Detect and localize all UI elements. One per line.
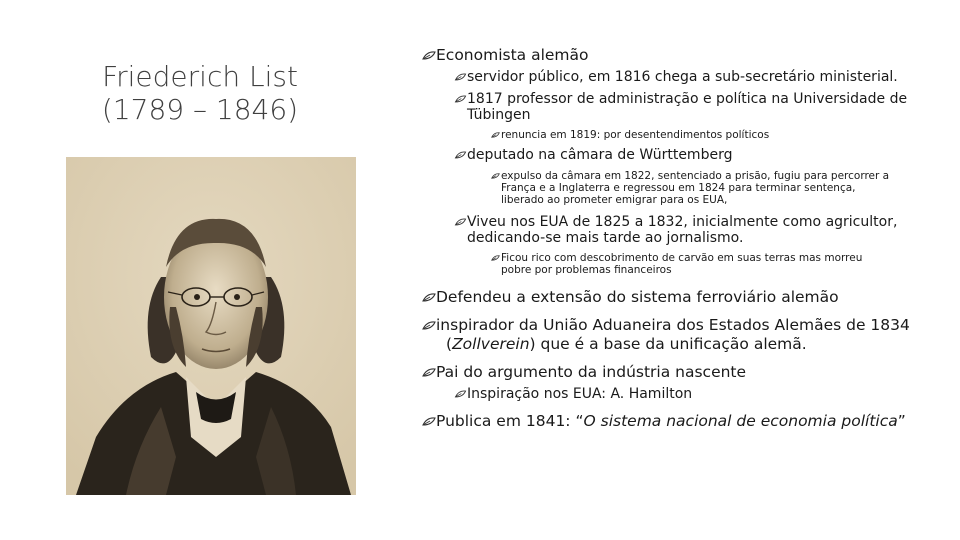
bullet-line [436, 412, 906, 431]
bullet-rich-coal [490, 252, 862, 276]
bullet-professor [454, 91, 907, 123]
leaf-icon [490, 170, 501, 182]
title-name: Friederich List [102, 60, 298, 93]
leaf-icon [422, 46, 436, 65]
bullet-publication [422, 412, 906, 431]
leaf-icon [422, 363, 436, 382]
bullet-zollverein [422, 316, 910, 354]
bullet-deputy [454, 147, 732, 163]
pub-suffix: ” [897, 412, 906, 430]
bullet-text: Pai do argumento da indústria nascente [436, 363, 747, 381]
bullet-line: inspirador da União Aduaneira dos Estados Alemães de 1834 [436, 316, 910, 334]
title-dates: (1789 – 1846) [101, 93, 299, 126]
bullet-line: dedicando-se mais tarde ao jornalismo. [467, 230, 744, 246]
leaf-icon [454, 69, 467, 85]
bullet-line: Viveu nos EUA de 1825 a 1832, inicialmente como agricultor, [467, 214, 898, 230]
leaf-icon [454, 91, 467, 107]
leaf-icon [454, 214, 467, 230]
leaf-icon [422, 316, 436, 335]
bullet-line: liberado ao prometer emigrar para os EUA, [501, 194, 728, 206]
leaf-icon [490, 129, 501, 141]
bullet-hamilton [454, 386, 692, 402]
bullet-text [436, 316, 910, 354]
book-title: O sistema nacional de economia política [583, 412, 898, 430]
bullet-text [501, 252, 862, 276]
bullet-text: Defendeu a extensão do sistema ferroviário alemão [436, 288, 839, 306]
paren-open: ( [446, 335, 453, 353]
bullet-text: renuncia em 1819: por desentendimentos políticos [501, 129, 770, 141]
bullet-text [467, 91, 907, 123]
leaf-icon [422, 288, 436, 307]
bullet-expelled [490, 170, 889, 206]
bullet-line [436, 335, 910, 354]
bullet-railway [422, 288, 839, 307]
bullet-text [501, 170, 889, 206]
bullet-infant-industry [422, 363, 746, 382]
bullet-text: deputado na câmara de Württemberg [467, 147, 733, 163]
bullet-economist [422, 46, 589, 65]
leaf-icon [454, 147, 467, 163]
bullet-text: Economista alemão [436, 46, 589, 64]
zollverein-term: Zollverein [452, 335, 530, 353]
bullet-line: Ficou rico com descobrimento de carvão em suas terras mas morreu [501, 252, 863, 264]
bullet-line: Tübingen [467, 107, 531, 123]
bullet-line: expulso da câmara em 1822, sentenciado a prisão, fugiu para percorrer a [501, 170, 890, 182]
bullet-lived-usa [454, 214, 897, 246]
leaf-icon [490, 252, 501, 264]
bullet-text: servidor público, em 1816 chega a sub-secretário ministerial. [467, 69, 898, 85]
bullet-line: 1817 professor de administração e política na Universidade de [467, 91, 908, 107]
bullet-text [436, 412, 906, 431]
bullet-text: Inspiração nos EUA: A. Hamilton [467, 386, 693, 402]
bullet-line: pobre por problemas financeiros [501, 264, 672, 276]
bullet-resigns [490, 129, 769, 141]
leaf-icon [454, 386, 467, 402]
paren-close-text: ) que é a base da unificação alemã. [529, 335, 807, 353]
bullet-text [467, 214, 897, 246]
bullet-line: França e a Inglaterra e regressou em 1824 para terminar sentença, [501, 182, 856, 194]
leaf-icon [422, 412, 436, 431]
bullet-civil-servant [454, 69, 898, 85]
pub-prefix: Publica em 1841: “ [436, 412, 584, 430]
